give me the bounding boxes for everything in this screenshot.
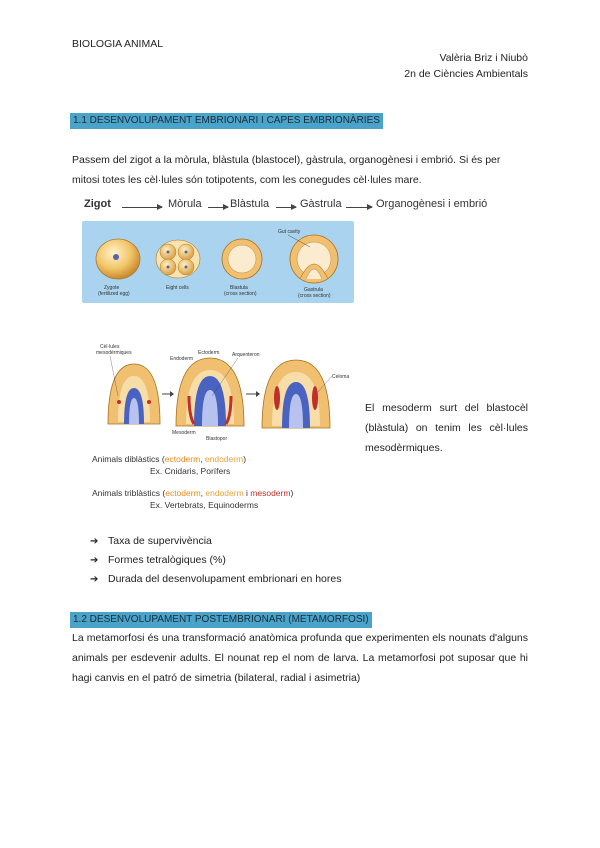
caption-zygote-sub: (fertilized egg) — [98, 291, 130, 297]
caption-gastrula: Gastrula — [304, 287, 323, 293]
label-blastopor: Blastopor — [206, 436, 228, 442]
arrow-icon — [276, 207, 296, 208]
diblastic-ectoderm: ectoderm — [164, 454, 201, 464]
germ-layers-illustration — [86, 336, 354, 512]
caption-eight-cells: Eight cells — [166, 285, 189, 291]
section-2-title: 1.2 DESENVOLUPAMENT POSTEMBRIONARI (METAMORFOSI) — [70, 612, 372, 628]
arrow-icon — [122, 207, 162, 208]
label-celules: Cèl·lules — [100, 344, 120, 350]
nucleus — [113, 254, 119, 260]
label-endoderm: Endoderm — [170, 356, 194, 362]
embryo-stages-figure — [82, 221, 354, 303]
mesoderm-note: El mesoderm surt del blastocèl (blàstula) on tenim les cèl·lules mesodèrmiques. — [365, 402, 528, 454]
caption-blastula-sub: (cross section) — [224, 291, 257, 297]
blastula — [222, 239, 262, 279]
triblastic-ectoderm: ectoderm — [165, 488, 201, 498]
arrow-icon — [208, 207, 228, 208]
label-mesoderm: Mesoderm — [172, 430, 196, 436]
eight-cells — [156, 240, 200, 278]
caption-gastrula-sub: (cross section) — [298, 293, 331, 299]
triblastic-example: Ex. Vertebrats, Equinoderms — [150, 500, 259, 510]
diblastic-suffix: ) — [243, 454, 247, 464]
caption-zygote: Zygote — [104, 285, 120, 291]
arrow-right-icon: ➔ — [90, 536, 99, 547]
diblastic-example: Ex. Cnidaris, Porífers — [150, 466, 231, 476]
document-author-block — [404, 50, 528, 82]
flow-morula: Mòrula — [168, 198, 202, 210]
triblastic-endoderm: endoderm — [205, 488, 244, 498]
author-name: Valèria Briz i Niubò — [439, 52, 528, 64]
arrow-right-icon: ➔ — [90, 574, 99, 585]
document-subject: BIOLOGIA ANIMAL — [72, 38, 164, 50]
list-item-text: Taxa de supervivència — [108, 535, 212, 547]
flow-organogenesi: Organogènesi i embrió — [376, 198, 488, 210]
flow-blastula: Blàstula — [230, 198, 270, 210]
arrow-icon — [346, 207, 372, 208]
flow-zigot: Zigot — [84, 198, 111, 210]
label-celoma: Celoma — [332, 374, 350, 380]
diblastic-prefix: Animals diblàstics ( — [92, 454, 165, 464]
diblastic-sep: , — [200, 454, 205, 464]
triblastic-mesoderm: mesoderm — [250, 488, 291, 498]
late-gastrula — [262, 360, 330, 428]
paragraph-line: mitosi totes les cèl·lules són totipotents, com les conegudes cèl·lules mare. — [72, 174, 422, 186]
label-ectoderm: Ectoderm — [198, 350, 220, 356]
triblastic-sep2: i — [243, 488, 251, 498]
mid-gastrula — [176, 358, 244, 426]
paragraph-line: Passem del zigot a la mòrula, blàstula (blastocel), gàstrula, organogènesi i embrió. Si és per — [72, 154, 501, 166]
diblastic-line — [92, 454, 246, 464]
course-name: 2n de Ciències Ambientals — [404, 68, 528, 80]
early-gastrula — [108, 364, 160, 424]
section-1-paragraph — [72, 150, 528, 190]
list-item-text: Formes tetralògiques (%) — [108, 554, 226, 566]
section-2-paragraph: La metamorfosi és una transformació anatòmica profunda que experimenten els nounats d'alguns animals per esdevenir adults. El nounat rep el nom de larva. La metamorfosi pot suposar que hi hagi canvis en el patró de simetria (bilateral, radial i asimetria) — [72, 632, 528, 684]
triblastic-suffix: ) — [290, 488, 294, 498]
label-mesodermiques: mesodèrmiques — [96, 350, 132, 356]
arrow-right-icon: ➔ — [90, 555, 99, 566]
triblastic-sep1: , — [200, 488, 206, 498]
flow-gastrula: Gàstrula — [300, 198, 342, 210]
germ-layers-figure — [86, 336, 354, 512]
gut-cavity-label: Gut cavity — [278, 229, 301, 235]
caption-blastula: Blastula — [230, 285, 248, 291]
triblastic-prefix: Animals triblàstics ( — [92, 488, 166, 498]
triblastic-line — [92, 488, 293, 498]
list-item-text: Durada del desenvolupament embrionari en hores — [108, 573, 342, 585]
section-1-title: 1.1 DESENVOLUPAMENT EMBRIONARI I CAPES EMBRIONÀRIES — [70, 113, 383, 129]
development-flow — [84, 198, 504, 218]
embryo-stages-illustration — [82, 221, 354, 303]
gastrula — [290, 235, 338, 283]
diblastic-endoderm: endoderm — [204, 454, 244, 464]
label-arquenteron: Arquenteron — [232, 352, 260, 358]
